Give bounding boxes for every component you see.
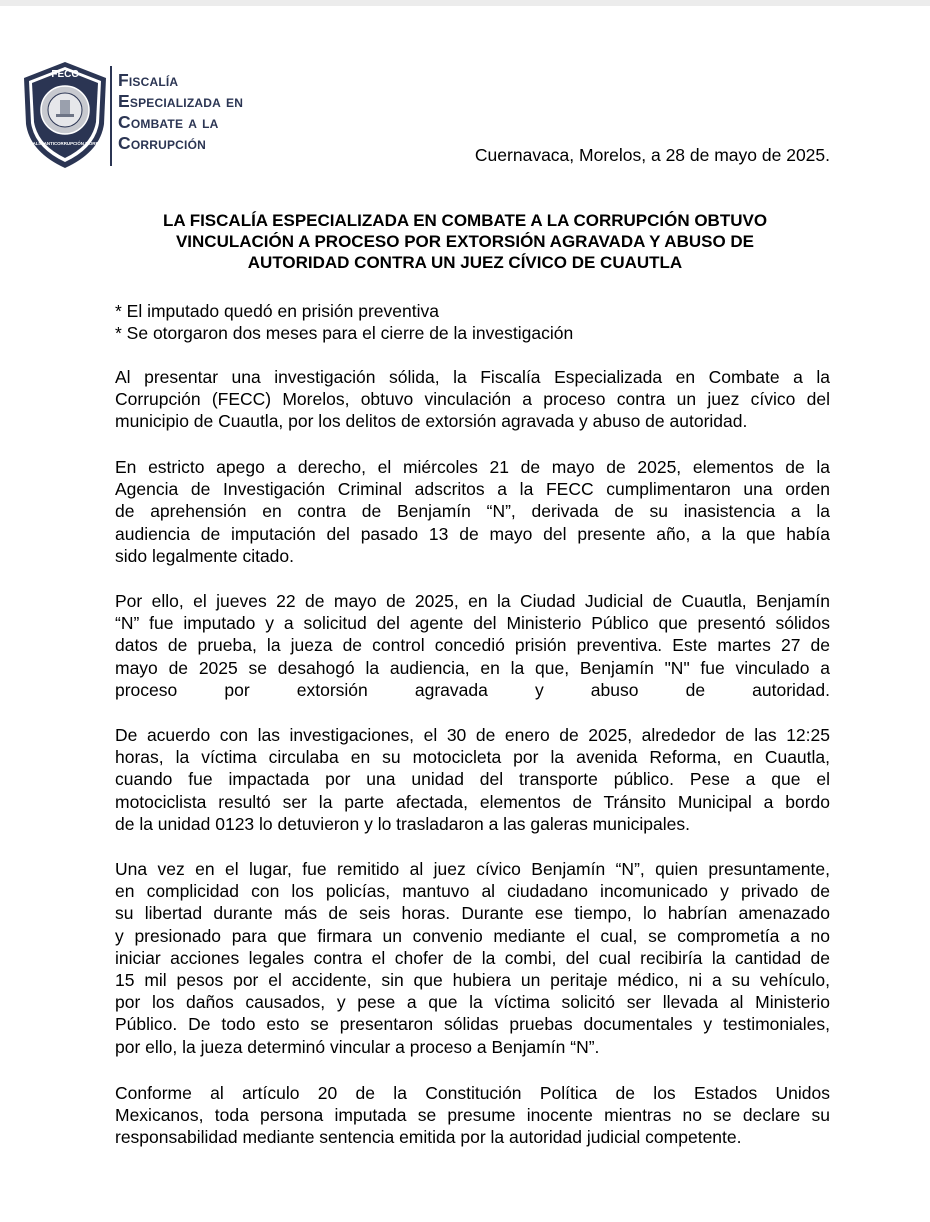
paragraph-arrest xyxy=(115,456,830,567)
summary-bullets xyxy=(115,300,573,344)
paragraph-line: proceso por extorsión agravada y abuso de autoridad. xyxy=(115,679,830,700)
paragraph-investigation xyxy=(115,724,830,835)
paragraph-line: de aprehensión en contra de Benjamín “N”, derivada de su inasistencia a la xyxy=(115,501,830,522)
paragraph-intro xyxy=(115,366,830,433)
paragraph-line: municipio de Cuautla, por los delitos de extorsión agravada y abuso de autoridad. xyxy=(115,411,748,432)
paragraph-line: datos de prueba, la jueza de control concedió prisión preventiva. Este martes 27 de xyxy=(115,635,830,656)
fecc-logo xyxy=(22,60,108,170)
paragraph-line: su libertad durante más de seis horas. Durante ese tiempo, lo habrían amenazado xyxy=(115,903,830,924)
org-line: Fiscalía xyxy=(118,70,179,90)
paragraph-line: Al presentar una investigación sólida, la Fiscalía Especializada en Combate a la xyxy=(115,367,830,387)
headline-line: VINCULACIÓN A PROCESO POR EXTORSIÓN AGRAVADA Y ABUSO DE xyxy=(175,232,755,251)
org-line: Corrupción xyxy=(118,133,206,153)
paragraph-line: Una vez en el lugar, fue remitido al juez cívico Benjamín “N”, quien presuntamente, xyxy=(115,859,830,879)
paragraph-line: De acuerdo con las investigaciones, el 30 de enero de 2025, alrededor de las 12:25 xyxy=(115,725,830,745)
bullet-item: * El imputado quedó en prisión preventiva xyxy=(115,301,439,321)
paragraph-line: sido legalmente citado. xyxy=(115,545,294,566)
headline-line: AUTORIDAD CONTRA UN JUEZ CÍVICO DE CUAUTLA xyxy=(247,253,683,272)
shield-logo-icon xyxy=(22,60,108,170)
logo-divider xyxy=(110,66,112,166)
org-line: Especializada en xyxy=(118,91,244,111)
paragraph-hearing xyxy=(115,590,830,701)
paragraph-line: Conforme al artículo 20 de la Constitución Política de los Estados Unidos xyxy=(115,1083,830,1103)
paragraph-line: Por ello, el jueves 22 de mayo de 2025, en la Ciudad Judicial de Cuautla, Benjamín xyxy=(115,591,830,611)
paragraph-line: “N” fue imputado y a solicitud del agente del Ministerio Público que presentó sólidos xyxy=(115,613,830,634)
paragraph-line: por los daños causados, y pese a que la víctima solicitó ser llevada al Ministerio xyxy=(115,992,830,1013)
paragraph-line: cuando fue impactada por una unidad del transporte público. Pese a que el xyxy=(115,769,830,790)
paragraph-line: 15 mil pesos por el accidente, sin que hubiera un peritaje médico, ni a su vehículo, xyxy=(115,969,830,990)
top-border xyxy=(0,0,930,6)
press-release-headline xyxy=(115,210,815,273)
paragraph-line: Público. De todo esto se presentaron sólidas pruebas documentales y testimoniales, xyxy=(115,1014,830,1035)
svg-text:FISCALÍA ANTICORRUPCIÓN MORELO: FISCALÍA ANTICORRUPCIÓN MORELOS xyxy=(22,141,108,146)
paragraph-line: en complicidad con los policías, mantuvo al ciudadano incomunicado y privado de xyxy=(115,881,830,902)
paragraph-line: iniciar acciones legales contra el chofer de la combi, del cual recibiría la cantidad de xyxy=(115,947,830,968)
bullet-item: * Se otorgaron dos meses para el cierre de la investigación xyxy=(115,323,574,343)
headline-line: LA FISCALÍA ESPECIALIZADA EN COMBATE A LA CORRUPCIÓN OBTUVO xyxy=(162,211,768,230)
organization-name xyxy=(118,70,243,154)
paragraph-line: motociclista resultó ser la parte afectada, elementos de Tránsito Municipal a bordo xyxy=(115,791,830,812)
org-line: Combate a la xyxy=(118,112,219,132)
paragraph-line: responsabilidad mediante sentencia emitida por la autoridad judicial competente. xyxy=(115,1127,742,1148)
paragraph-line: horas, la víctima circulaba en su motocicleta por la avenida Reforma, en Cuautla, xyxy=(115,747,830,768)
paragraph-line: Mexicanos, toda persona imputada se presume inocente mientras no se declare su xyxy=(115,1105,830,1126)
paragraph-facts xyxy=(115,858,830,1058)
paragraph-line: de la unidad 0123 lo detuvieron y lo trasladaron a las galeras municipales. xyxy=(115,813,690,834)
paragraph-line: audiencia de imputación del pasado 13 de mayo del presente año, a la que había xyxy=(115,523,830,544)
paragraph-line: por ello, la jueza determinó vincular a proceso a Benjamín “N”. xyxy=(115,1036,600,1057)
dateline: Cuernavaca, Morelos, a 28 de mayo de 2025. xyxy=(474,145,830,165)
paragraph-presumption xyxy=(115,1082,830,1149)
paragraph-line: Corrupción (FECC) Morelos, obtuvo vinculación a proceso contra un juez cívico del xyxy=(115,389,830,410)
paragraph-line: Agencia de Investigación Criminal adscritos a la FECC cumplimentaron una orden xyxy=(115,479,830,500)
paragraph-line: mayo de 2025 se desahogó la audiencia, en la que, Benjamín "N" fue vinculado a xyxy=(115,657,830,678)
svg-text:FECC: FECC xyxy=(51,69,79,80)
paragraph-line: y presionado para que firmara un convenio mediante el cual, se comprometía a no xyxy=(115,925,830,946)
paragraph-line: En estricto apego a derecho, el miércoles 21 de mayo de 2025, elementos de la xyxy=(115,457,830,477)
